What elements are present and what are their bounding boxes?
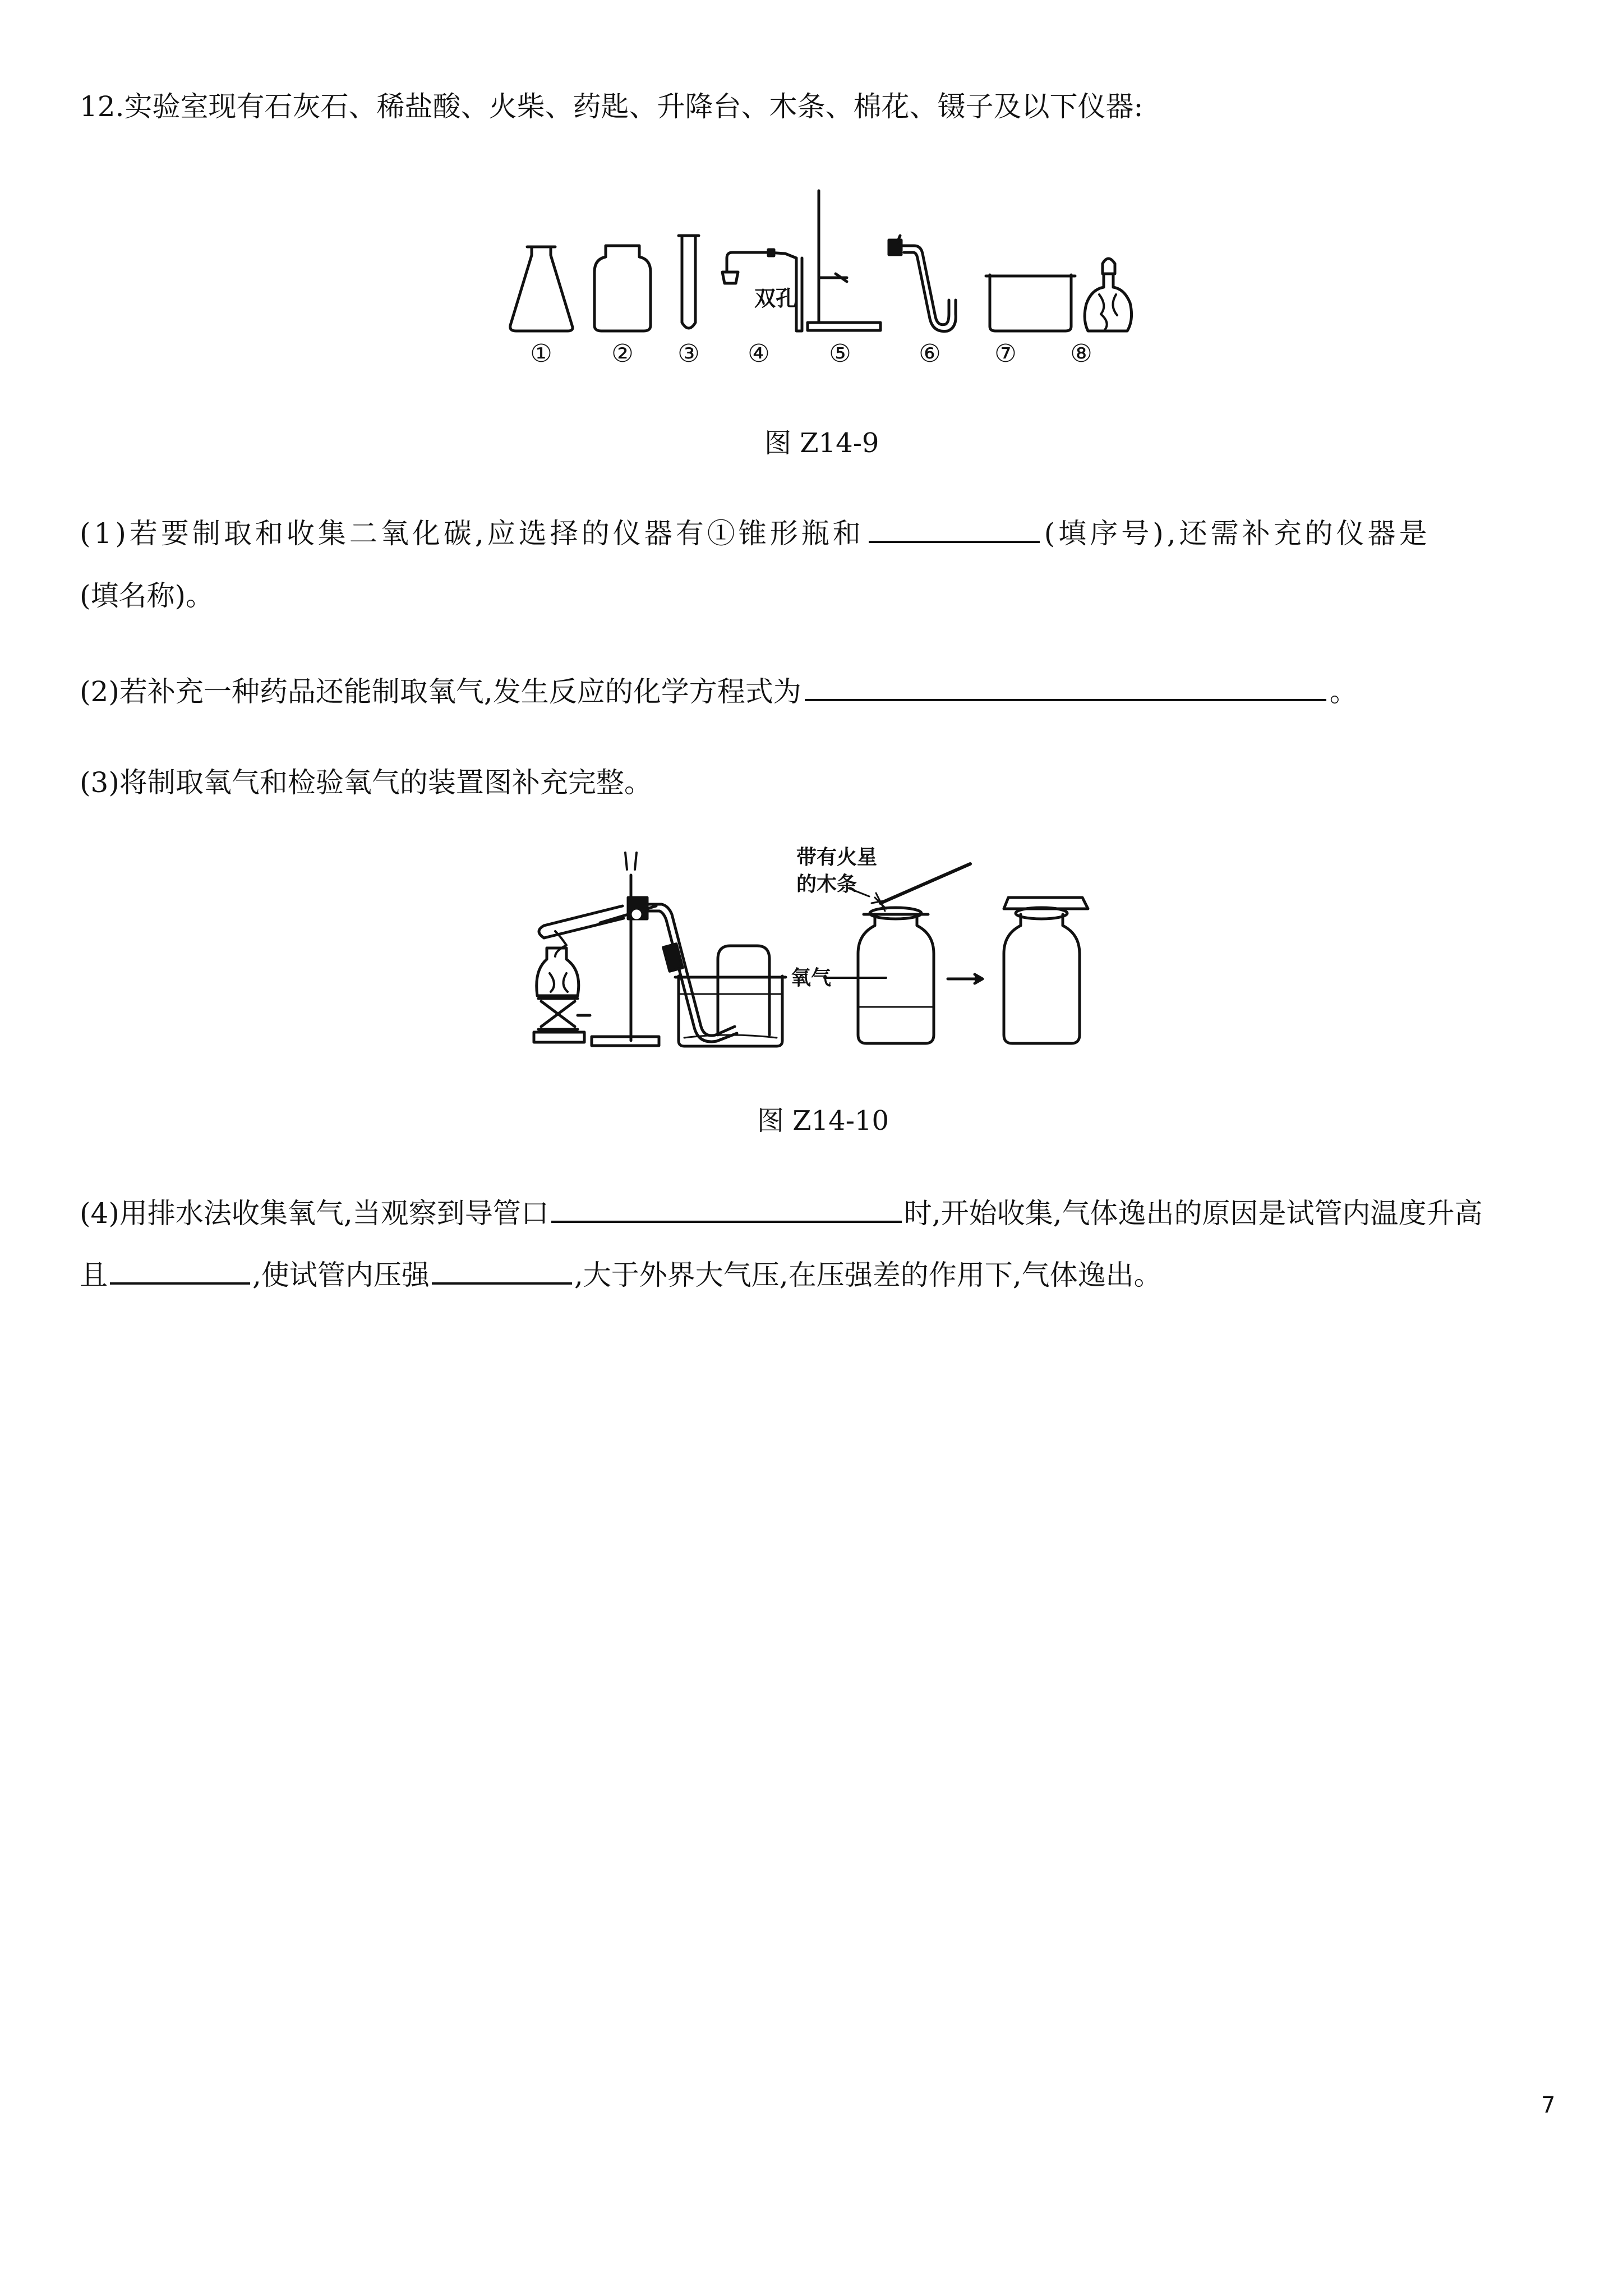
arrow-icon — [948, 974, 983, 983]
part-1-line-2: (填名称)。 — [80, 579, 214, 612]
part-4-text-d: ,使试管内压强 — [252, 1259, 430, 1291]
bent-delivery-tube-icon — [889, 236, 956, 332]
splint-label-line-1: 带有火星 — [796, 846, 878, 869]
lift-table-icon — [534, 999, 590, 1042]
apparatus-number: ⑧ — [1070, 339, 1092, 368]
oxygen-jar-icon — [824, 908, 934, 1043]
cotton-stopper-icon — [628, 898, 647, 919]
apparatus-number: ② — [611, 339, 634, 368]
figure-caption-z14-10: 图 Z14-10 — [757, 1105, 889, 1137]
part-4-text-b: 时,开始收集,气体逸出的原因是试管内温度升高 — [903, 1197, 1483, 1230]
delivery-tube-icon — [647, 904, 737, 1042]
apparatus-number: ④ — [748, 339, 770, 368]
figure-z14-10 — [522, 841, 1127, 1060]
part-4-text-c: 且 — [80, 1259, 108, 1291]
part-1-line-1 — [80, 515, 1431, 550]
part-4-line-2 — [80, 1257, 1162, 1292]
part-2-answer-blank[interactable] — [805, 673, 1326, 701]
conical-flask-icon — [510, 247, 573, 331]
part-2-text-a: (2)若补充一种药品还能制取氧气,发生反应的化学方程式为 — [80, 675, 801, 708]
part-4-text-a: (4)用排水法收集氧气,当观察到导管口 — [80, 1197, 549, 1230]
part-4-answer-blank-2[interactable] — [110, 1257, 250, 1285]
gas-jar-icon — [594, 246, 651, 331]
collecting-jar-icon — [718, 946, 769, 1035]
part-4-answer-blank-1[interactable] — [551, 1195, 902, 1223]
part-1-text-a: (1)若要制取和收集二氧化碳,应选择的仪器有①锥形瓶和 — [80, 517, 864, 550]
apparatus-number: ① — [530, 339, 552, 368]
oxygen-label: 氧气 — [791, 967, 832, 990]
covered-jar-icon — [1004, 898, 1088, 1043]
splint-label-line-2: 的木条 — [796, 873, 857, 896]
part-4-line-1 — [80, 1195, 1483, 1230]
part-4-answer-blank-3[interactable] — [432, 1257, 572, 1285]
part-4-text-e: ,大于外界大气压,在压强差的作用下,气体逸出。 — [574, 1259, 1162, 1291]
water-trough-icon — [990, 275, 1071, 331]
figure-caption-z14-9: 图 Z14-9 — [764, 427, 879, 459]
apparatus-number: ⑤ — [829, 339, 851, 368]
iron-stand-icon — [592, 853, 659, 1046]
part-1-answer-blank-1[interactable] — [869, 515, 1040, 543]
apparatus-number: ⑥ — [919, 339, 941, 368]
page-number: 7 — [1541, 2092, 1556, 2118]
alcohol-lamp-icon — [1085, 259, 1131, 331]
alcohol-lamp-icon — [537, 948, 579, 996]
question-stem: 12.实验室现有石灰石、稀盐酸、火柴、药匙、升降台、木条、棉花、镊子及以下仪器: — [80, 90, 1144, 123]
test-tube-icon — [682, 236, 695, 328]
part-3-line: (3)将制取氧气和检验氧气的装置图补充完整。 — [80, 766, 652, 799]
figure-z14-9 — [505, 180, 1150, 370]
iron-stand-icon — [808, 191, 880, 330]
part-1-text-b: (填序号),还需补充的仪器是 — [1044, 517, 1431, 550]
glowing-splint-icon — [848, 864, 970, 911]
apparatus-number: ③ — [677, 339, 700, 368]
apparatus-number: ⑦ — [994, 339, 1017, 368]
part-2-text-b: 。 — [1329, 675, 1358, 708]
double-hole-label: 双孔 — [754, 286, 797, 311]
part-2-line — [80, 673, 1358, 708]
